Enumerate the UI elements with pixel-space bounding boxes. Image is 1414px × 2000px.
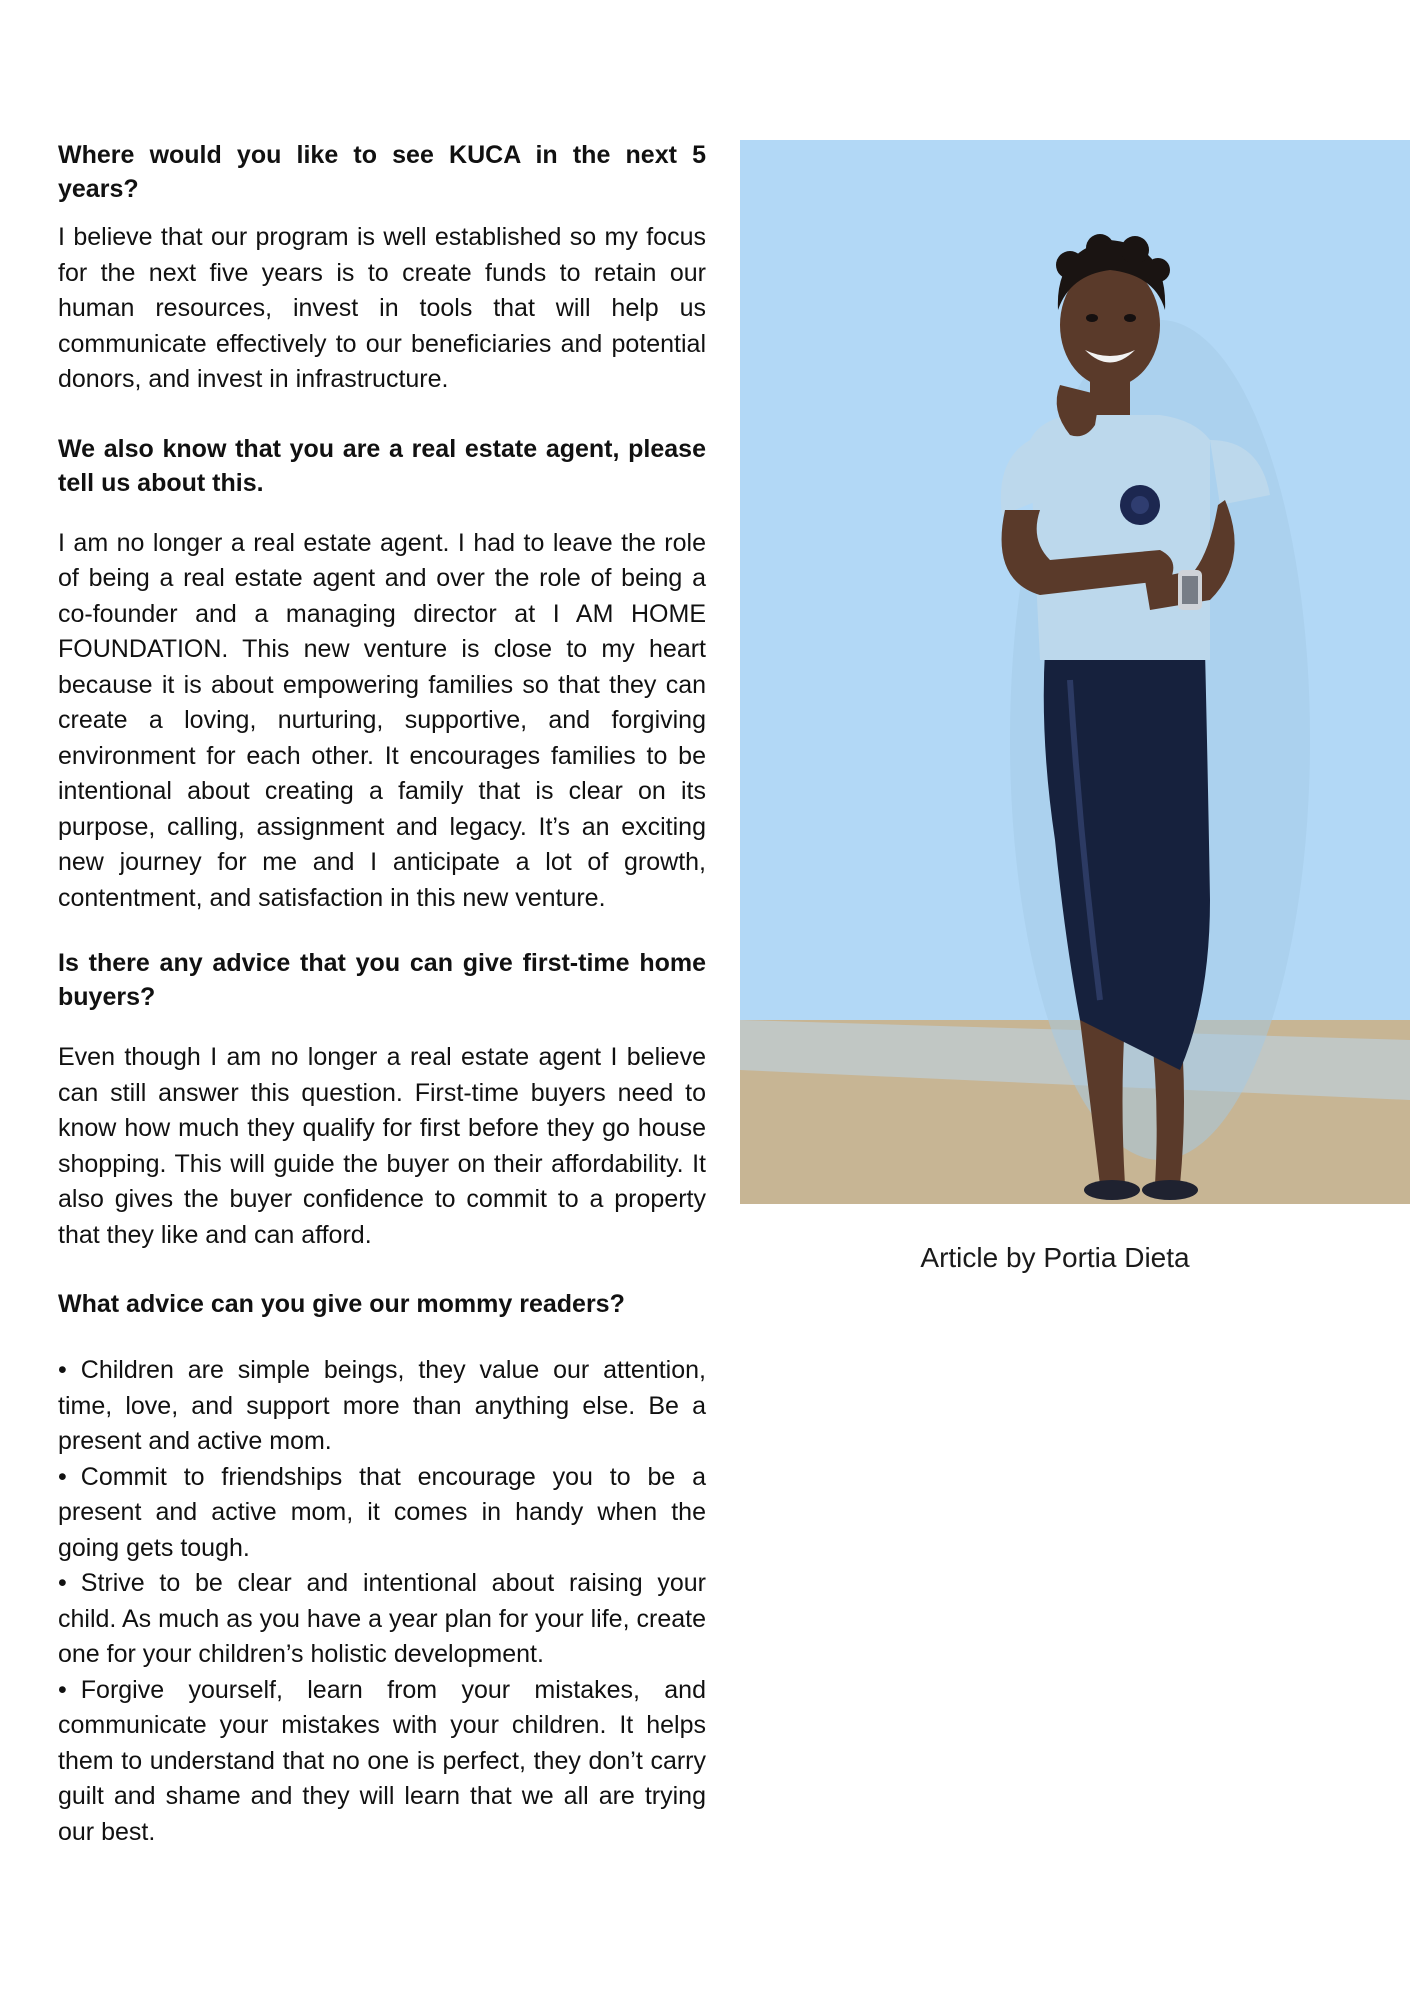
list-item: • Strive to be clear and intentional about raising your child. As much as you have a year plan for your life, create one for your children’s holistic development. bbox=[58, 1569, 706, 1668]
answer-home-buyers: Even though I am no longer a real estate agent I believe can still answer this question. First-time buyers need to know how much they qualify for first before they go house shopping. This will guide the buyer on their affordability. It also gives the buyer confidence to commit to a property that they like and can afford. bbox=[58, 1043, 706, 1249]
article-column bbox=[58, 138, 706, 1866]
answer-real-estate: I am no longer a real estate agent. I had to leave the role of being a real estate agent and over the role of being a co-founder and a managing director at I AM HOME FOUNDATION. This new venture is close to my heart because it is about empowering families so that they can create a loving, nurturing, supportive, and forgiving environment for each other. It encourages families to be intentional about creating a family that is clear on its purpose, calling, assignment and legacy. It’s an exciting new journey for me and I anticipate a lot of growth, contentment, and satisfaction in this new venture. bbox=[58, 528, 706, 912]
list-item: • Children are simple beings, they value our attention, time, love, and support more than anything else. Be a present and active mom. bbox=[58, 1356, 706, 1455]
bullet-icon: • bbox=[58, 1462, 67, 1491]
question-mommy-readers: What advice can you give our mommy readers? bbox=[58, 1290, 625, 1318]
article-caption: Article by Portia Dieta bbox=[920, 1242, 1190, 1273]
question-home-buyers: Is there any advice that you can give first-time home buyers? bbox=[58, 949, 706, 1011]
list-item: • Commit to friendships that encourage you to be a present and active mom, it comes in handy when the going gets tough. bbox=[58, 1462, 706, 1562]
portrait-photo bbox=[740, 140, 1410, 1204]
question-real-estate: We also know that you are a real estate agent, please tell us about this. bbox=[58, 434, 706, 497]
portrait-illustration bbox=[740, 140, 1410, 1204]
bullet-icon: • bbox=[58, 1356, 67, 1384]
advice-list bbox=[58, 1353, 706, 1850]
answer-kuca-future: I believe that our program is well established so my focus for the next five years is to create funds to retain our human resources, invest in tools that will help us communicate effectively to our beneficiaries and potential donors, and invest in infrastructure. bbox=[58, 223, 706, 393]
question-kuca-future: Where would you like to see KUCA in the next 5 years? bbox=[58, 141, 706, 203]
bullet-icon: • bbox=[58, 1675, 67, 1704]
list-item: • Forgive yourself, learn from your mistakes, and communicate your mistakes with your children. It helps them to understand that no one is perfect, they don’t carry guilt and shame and they will learn that we all are trying our best. bbox=[58, 1675, 706, 1846]
bullet-icon: • bbox=[58, 1569, 67, 1597]
